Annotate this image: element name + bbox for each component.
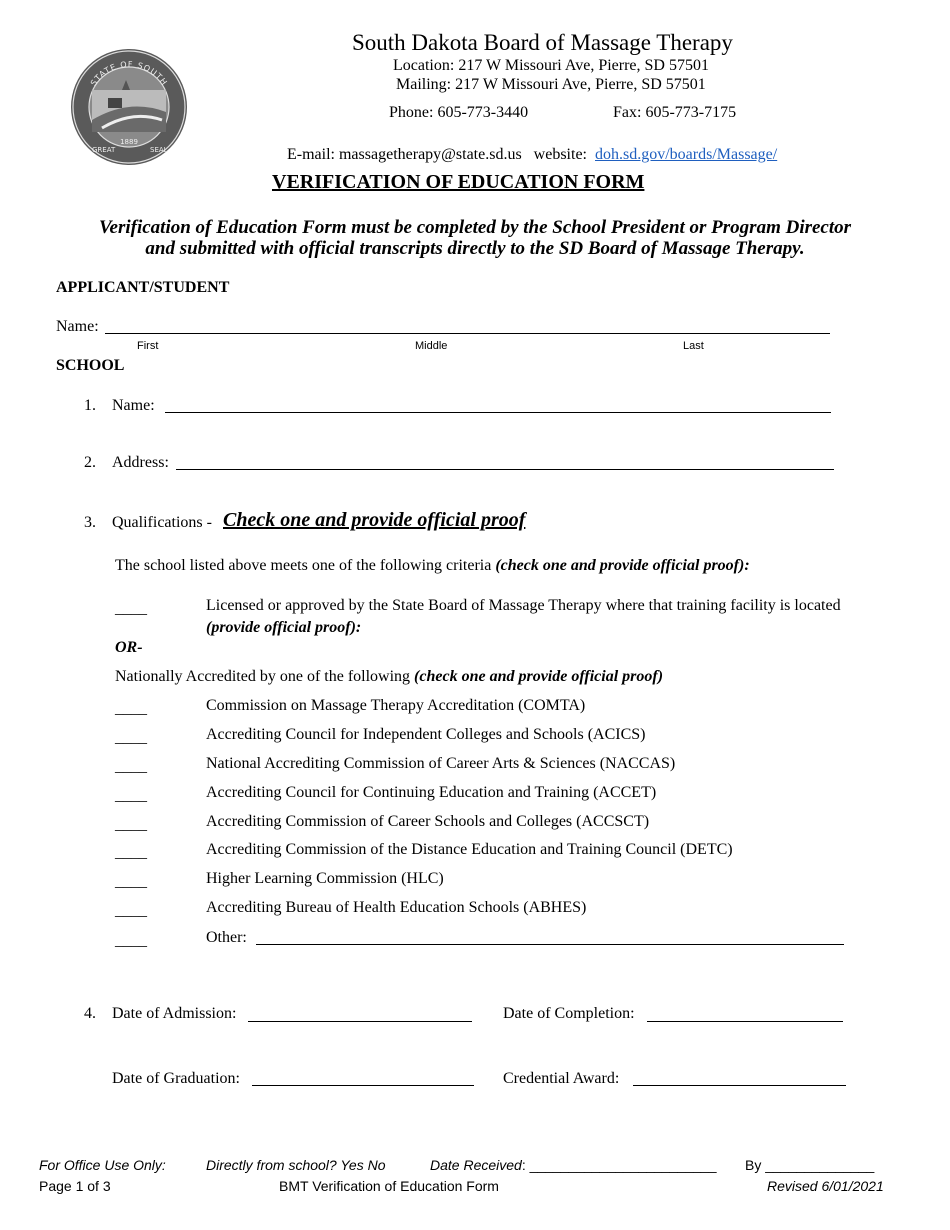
- svg-text:GREAT: GREAT: [92, 146, 116, 154]
- received-by-field[interactable]: By ______________: [745, 1157, 875, 1173]
- page-number: Page 1 of 3: [39, 1178, 111, 1194]
- school-name-label: Name:: [112, 397, 155, 414]
- admission-date-field[interactable]: [248, 1021, 472, 1022]
- criteria-instruction: (check one and provide official proof):: [495, 557, 750, 574]
- licensed-proof-note: (provide official proof):: [206, 619, 362, 636]
- revision-date: Revised 6/01/2021: [767, 1178, 884, 1194]
- completion-date-field[interactable]: [647, 1021, 843, 1022]
- licensed-option: Licensed or approved by the State Board of Massage Therapy where that training facility is located: [206, 597, 841, 614]
- applicant-name-field[interactable]: [105, 333, 830, 334]
- admission-label: Date of Admission:: [112, 1005, 237, 1022]
- org-name: South Dakota Board of Massage Therapy: [352, 30, 733, 55]
- applicant-name-label: Name:: [56, 318, 99, 335]
- accreditor-acics: Accrediting Council for Independent Colleges and Schools (ACICS): [206, 726, 646, 743]
- svg-text:1889: 1889: [120, 138, 138, 146]
- accreditor-comta: Commission on Massage Therapy Accreditation (COMTA): [206, 697, 586, 714]
- form-title: VERIFICATION OF EDUCATION FORM: [272, 171, 645, 193]
- location-address: Location: 217 W Missouri Ave, Pierre, SD 57501: [393, 57, 709, 74]
- contact-line: [287, 146, 777, 164]
- accreditor-naccas: National Accrediting Commission of Career Arts & Sciences (NACCAS): [206, 755, 676, 772]
- accreditor-accet: Accrediting Council for Continuing Education and Training (ACCET): [206, 784, 657, 801]
- date-received-label: Date Received: [430, 1157, 522, 1173]
- accreditor-hlc: Higher Learning Commission (HLC): [206, 870, 444, 887]
- criteria-text: [115, 557, 750, 575]
- website-label: website:: [533, 146, 587, 163]
- national-text: [115, 668, 663, 686]
- directly-from-school: Directly from school? Yes No: [206, 1157, 386, 1173]
- qualifications-label: Qualifications -: [112, 514, 212, 531]
- school-heading: SCHOOL: [56, 357, 125, 374]
- criteria-label: The school listed above meets one of the following criteria: [115, 557, 492, 574]
- accreditor-checkbox-naccas[interactable]: ____: [115, 758, 147, 775]
- or-separator: OR-: [115, 639, 143, 656]
- applicant-heading: APPLICANT/STUDENT: [56, 279, 230, 296]
- item-2-number: 2.: [84, 454, 96, 471]
- licensed-checkbox[interactable]: ____: [115, 600, 147, 617]
- other-label: Other:: [206, 929, 247, 946]
- date-received-field[interactable]: : ________________________: [521, 1157, 717, 1173]
- date-received: [430, 1157, 716, 1173]
- item-1-number: 1.: [84, 397, 96, 414]
- first-name-caption: First: [137, 340, 159, 352]
- accreditor-checkbox-other[interactable]: ____: [115, 932, 147, 949]
- website-link[interactable]: doh.sd.gov/boards/Massage/: [595, 146, 778, 163]
- footer-form-name: BMT Verification of Education Form: [279, 1178, 499, 1194]
- email-address: E-mail: massagetherapy@state.sd.us: [287, 146, 522, 163]
- accreditor-checkbox-accsct[interactable]: ____: [115, 816, 147, 833]
- accreditor-checkbox-detc[interactable]: ____: [115, 844, 147, 861]
- instructions-line-2: and submitted with official transcripts directly to the SD Board of Massage Therapy.: [145, 238, 805, 259]
- qualifications-instruction: Check one and provide official proof: [223, 509, 526, 531]
- school-address-field[interactable]: [176, 469, 834, 470]
- phone-number: Phone: 605-773-3440: [389, 104, 529, 121]
- last-name-caption: Last: [683, 340, 704, 352]
- national-label: Nationally Accredited by one of the following: [115, 668, 411, 685]
- completion-label: Date of Completion:: [503, 1005, 635, 1022]
- accreditor-abhes: Accrediting Bureau of Health Education Schools (ABHES): [206, 899, 587, 916]
- accreditor-checkbox-hlc[interactable]: ____: [115, 873, 147, 890]
- instructions-line-1: Verification of Education Form must be completed by the School President or Program Director: [98, 217, 852, 238]
- accreditor-accsct: Accrediting Commission of Career Schools and Colleges (ACCSCT): [206, 813, 650, 830]
- graduation-label: Date of Graduation:: [112, 1070, 240, 1087]
- svg-text:STATE OF SOUTH: STATE OF SOUTH: [88, 59, 170, 88]
- other-field[interactable]: [256, 944, 844, 945]
- mailing-address: Mailing: 217 W Missouri Ave, Pierre, SD 57501: [396, 76, 706, 93]
- fax-number: Fax: 605-773-7175: [613, 104, 737, 121]
- office-use-label: For Office Use Only:: [39, 1157, 166, 1173]
- accreditor-checkbox-accet[interactable]: ____: [115, 787, 147, 804]
- school-address-label: Address:: [112, 454, 169, 471]
- item-3-number: 3.: [84, 514, 96, 531]
- middle-name-caption: Middle: [415, 340, 448, 352]
- accreditor-checkbox-acics[interactable]: ____: [115, 729, 147, 746]
- accreditor-checkbox-abhes[interactable]: ____: [115, 902, 147, 919]
- accreditor-detc: Accrediting Commission of the Distance Education and Training Council (DETC): [206, 841, 733, 858]
- accreditor-checkbox-comta[interactable]: ____: [115, 700, 147, 717]
- graduation-date-field[interactable]: [252, 1085, 474, 1086]
- item-4-number: 4.: [84, 1005, 96, 1022]
- state-seal-logo: [62, 40, 196, 174]
- school-name-field[interactable]: [165, 412, 831, 413]
- credential-label: Credential Award:: [503, 1070, 620, 1087]
- national-instruction: (check one and provide official proof): [414, 668, 664, 685]
- credential-award-field[interactable]: [633, 1085, 846, 1086]
- svg-text:SEAL: SEAL: [150, 146, 168, 154]
